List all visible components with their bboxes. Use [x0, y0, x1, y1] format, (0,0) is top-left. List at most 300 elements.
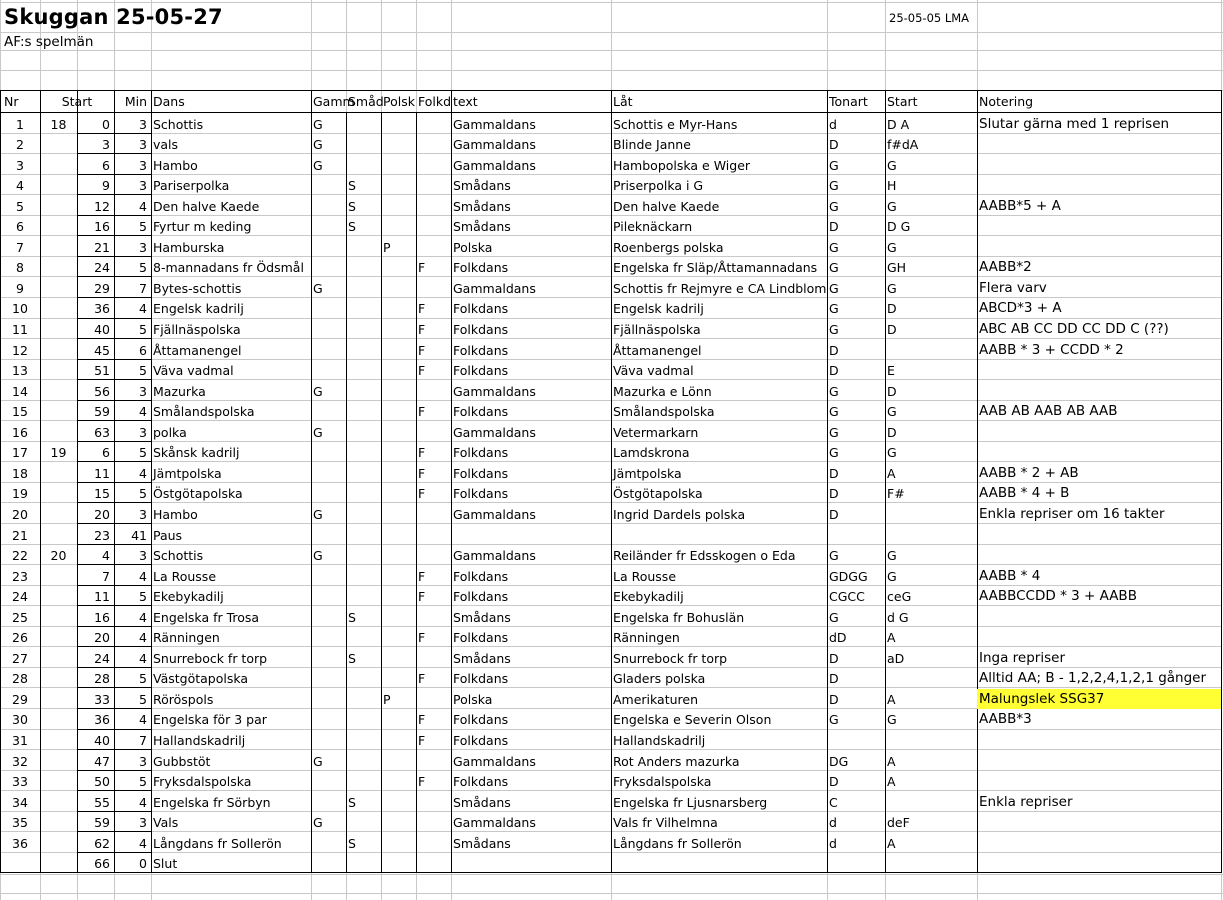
cell-min: 41: [131, 527, 147, 543]
cell-polsk: [381, 381, 416, 401]
cell-lat: Engelska fr Bohuslän: [613, 609, 745, 625]
cell-lat: Pileknäckarn: [613, 219, 693, 235]
cell-hour: [40, 134, 77, 154]
cell-minute: 12: [94, 198, 110, 214]
cell-hour: [40, 627, 77, 647]
cell-polsk: [381, 278, 416, 298]
cell-gamm: G: [313, 753, 323, 769]
cell-text: Folkdans: [453, 301, 509, 317]
cell-nr: 31: [12, 733, 28, 748]
cell-nr: 29: [12, 691, 28, 707]
cell-dans: Östgötapolska: [153, 486, 243, 502]
cell-smad: [346, 381, 381, 401]
cell-minute: 33: [94, 691, 110, 707]
cell-polsk: [381, 401, 416, 421]
cell-start: D: [887, 322, 897, 337]
cell-lat: La Rousse: [613, 568, 677, 584]
cell-tonart: d: [829, 835, 837, 851]
cell-nr: 9: [16, 280, 24, 296]
cell-text: Folkdans: [453, 630, 509, 646]
cell-minute: 55: [94, 794, 110, 810]
cell-polsk: [381, 730, 416, 750]
cell-folkd: [416, 504, 451, 524]
cell-minute: 15: [94, 486, 110, 502]
cell-hour: [40, 689, 77, 709]
cell-dans: Engelska för 3 par: [153, 712, 267, 728]
cell-nr: 36: [12, 835, 28, 851]
cell-lat: Schottis e Myr-Hans: [613, 116, 738, 132]
cell-nr: 30: [12, 712, 28, 728]
cell-polsk: [381, 853, 416, 873]
cell-folkd: [416, 134, 451, 154]
cell-start: [885, 668, 977, 688]
cell-tonart: G: [829, 445, 839, 461]
cell-folkd: F: [418, 465, 426, 481]
cell-gamm: [311, 586, 346, 606]
cell-nr: 34: [12, 794, 28, 810]
cell-polsk: P: [383, 691, 391, 707]
cell-dans: Långdans fr Sollerön: [153, 835, 282, 851]
header-nr: Nr: [4, 94, 19, 109]
cell-polsk: [381, 463, 416, 483]
cell-gamm: [311, 648, 346, 668]
cell-tonart: G: [829, 178, 839, 194]
cell-dans: Fryksdalspolska: [153, 774, 252, 790]
header-min: Min: [124, 94, 147, 109]
cell-text: Gammaldans: [453, 383, 536, 399]
cell-tonart: D: [829, 671, 839, 687]
cell-notering: [977, 771, 1221, 791]
cell-minute: 6: [102, 445, 110, 461]
cell-text: Gammaldans: [453, 424, 536, 440]
cell-nr: 20: [12, 506, 28, 522]
cell-minute: 50: [94, 774, 110, 790]
cell-smad: [346, 853, 381, 873]
cell-tonart: [827, 525, 885, 545]
cell-smad: [346, 771, 381, 791]
cell-min: 3: [139, 753, 147, 769]
cell-tonart: G: [829, 260, 839, 276]
cell-gamm: [311, 668, 346, 688]
cell-gamm: [311, 833, 346, 853]
cell-dans: polka: [153, 424, 187, 440]
cell-dans: Smålandspolska: [153, 404, 255, 420]
cell-min: 3: [139, 815, 147, 831]
header-lat: Låt: [613, 94, 633, 109]
cell-lat: Engelska fr Ljusnarsberg: [613, 794, 768, 810]
cell-hour: [40, 278, 77, 298]
cell-nr: 25: [12, 609, 28, 625]
cell-dans: Engelska fr Sörbyn: [153, 794, 271, 810]
cell-notering: Flera varv: [979, 279, 1047, 296]
cell-polsk: [381, 771, 416, 791]
cell-dans: Engelsk kadrilj: [153, 301, 244, 317]
cell-text: Folkdans: [453, 342, 509, 358]
cell-hour: [40, 401, 77, 421]
header-smad: Småd: [348, 94, 384, 109]
cell-folkd: F: [418, 301, 426, 317]
cell-minute: 20: [94, 630, 110, 646]
cell-lat: Schottis fr Rejmyre e CA Lindblom: [613, 280, 827, 296]
cell-gamm: [311, 319, 346, 339]
cell-smad: S: [348, 835, 356, 851]
cell-start: [885, 730, 977, 750]
cell-text: Folkdans: [453, 322, 509, 337]
cell-text: [451, 853, 611, 873]
cell-lat: Jämtpolska: [613, 465, 682, 481]
cell-smad: [346, 134, 381, 154]
cell-tonart: D: [829, 219, 839, 235]
cell-text: Smådans: [453, 219, 511, 235]
header-gamm: Gamm: [313, 94, 355, 109]
cell-start: G: [887, 404, 897, 420]
cell-text: Smådans: [453, 794, 511, 810]
cell-folkd: F: [418, 486, 426, 502]
cell-folkd: [416, 278, 451, 298]
cell-lat: Den halve Kaede: [613, 198, 720, 214]
cell-start: G: [887, 445, 897, 461]
cell-polsk: [381, 709, 416, 729]
cell-gamm: [311, 792, 346, 812]
cell-nr: 27: [12, 650, 28, 666]
cell-gamm: [311, 175, 346, 195]
cell-text: Gammaldans: [453, 280, 536, 296]
cell-min: 4: [139, 465, 147, 481]
cell-gamm: [311, 627, 346, 647]
cell-minute: 59: [94, 815, 110, 831]
cell-folkd: F: [418, 404, 426, 420]
cell-start: ceG: [887, 589, 912, 605]
cell-smad: [346, 709, 381, 729]
cell-text: Gammaldans: [453, 116, 536, 132]
cell-dans: Engelska fr Trosa: [153, 609, 260, 625]
cell-lat: Mazurka e Lönn: [613, 383, 712, 399]
cell-folkd: F: [418, 445, 426, 461]
header-polsk: Polsk: [383, 94, 415, 109]
cell-text: Folkdans: [453, 486, 509, 502]
cell-gamm: [311, 340, 346, 360]
cell-gamm: G: [313, 506, 323, 522]
cell-minute: 36: [94, 712, 110, 728]
cell-polsk: [381, 812, 416, 832]
cell-dans: Fjällnäspolska: [153, 322, 241, 337]
cell-minute: 29: [94, 280, 110, 296]
cell-lat: Engelska fr Släp/Åttamannadans: [613, 260, 818, 276]
cell-smad: [346, 730, 381, 750]
cell-folkd: [416, 155, 451, 175]
cell-smad: S: [348, 178, 356, 194]
cell-hour: [40, 525, 77, 545]
header-notering: Notering: [979, 94, 1034, 109]
cell-gamm: [311, 607, 346, 627]
cell-min: 3: [139, 548, 147, 564]
cell-folkd: F: [418, 712, 426, 728]
cell-start: GH: [887, 260, 907, 276]
cell-start: deF: [887, 815, 910, 831]
cell-minute: 16: [94, 609, 110, 625]
cell-min: 3: [139, 239, 147, 255]
cell-polsk: [381, 196, 416, 216]
cell-notering: ABCD*3 + A: [979, 300, 1062, 317]
cell-folkd: [416, 648, 451, 668]
cell-polsk: [381, 525, 416, 545]
cell-smad: S: [348, 794, 356, 810]
cell-folkd: [416, 689, 451, 709]
cell-folkd: F: [418, 342, 426, 358]
cell-notering: AABB * 2 + AB: [979, 464, 1079, 481]
cell-polsk: [381, 360, 416, 380]
cell-notering: [977, 627, 1221, 647]
cell-minute: 6: [102, 157, 110, 173]
cell-minute: 24: [94, 260, 110, 276]
cell-dans: Skånsk kadrilj: [153, 445, 240, 461]
cell-min: 4: [139, 794, 147, 810]
cell-nr: 14: [12, 383, 28, 399]
cell-lat: Åttamanengel: [613, 342, 702, 358]
cell-smad: S: [348, 198, 356, 214]
cell-start: G: [887, 239, 897, 255]
cell-smad: S: [348, 650, 356, 666]
cell-tonart: C: [829, 794, 838, 810]
cell-min: 3: [139, 424, 147, 440]
cell-hour: [40, 812, 77, 832]
cell-start: G: [887, 548, 897, 564]
cell-hour: [40, 298, 77, 318]
cell-minute: 21: [94, 239, 110, 255]
cell-min: 4: [139, 301, 147, 317]
cell-tonart: G: [829, 239, 839, 255]
cell-text: Folkdans: [453, 260, 509, 276]
cell-dans: La Rousse: [153, 568, 217, 584]
cell-gamm: [311, 216, 346, 236]
cell-polsk: [381, 627, 416, 647]
cell-polsk: [381, 792, 416, 812]
cell-polsk: [381, 648, 416, 668]
cell-hour: 20: [50, 548, 67, 564]
cell-start: [885, 792, 977, 812]
cell-min: 4: [139, 650, 147, 666]
cell-notering: Slutar gärna med 1 reprisen: [979, 115, 1170, 132]
cell-minute: 3: [102, 137, 110, 153]
cell-polsk: [381, 155, 416, 175]
cell-dans: Hambo: [153, 157, 198, 173]
cell-nr: 3: [16, 157, 24, 173]
cell-text: Smådans: [453, 198, 511, 214]
cell-dans: Väva vadmal: [153, 363, 234, 379]
cell-polsk: [381, 134, 416, 154]
cell-gamm: [311, 853, 346, 873]
cell-min: 3: [139, 178, 147, 194]
cell-tonart: [827, 730, 885, 750]
cell-smad: [346, 566, 381, 586]
cell-tonart: G: [829, 383, 839, 399]
cell-tonart: d: [829, 815, 837, 831]
cell-notering: [977, 134, 1221, 154]
cell-polsk: [381, 751, 416, 771]
cell-start: G: [887, 280, 897, 296]
cell-smad: [346, 401, 381, 421]
cell-polsk: [381, 607, 416, 627]
cell-hour: [40, 463, 77, 483]
cell-smad: [346, 442, 381, 462]
cell-folkd: [416, 792, 451, 812]
cell-gamm: [311, 525, 346, 545]
cell-tonart: dD: [829, 630, 847, 646]
cell-start: D G: [887, 219, 911, 235]
cell-min: 5: [139, 589, 147, 605]
cell-dans: Bytes-schottis: [153, 280, 242, 296]
cell-gamm: G: [313, 424, 323, 440]
cell-hour: [40, 155, 77, 175]
cell-smad: [346, 751, 381, 771]
cell-minute: 36: [94, 301, 110, 317]
cell-hour: [40, 340, 77, 360]
cell-lat: Amerikaturen: [613, 691, 699, 707]
cell-minute: 56: [94, 383, 110, 399]
cell-folkd: [416, 833, 451, 853]
cell-minute: 9: [102, 178, 110, 194]
cell-text: Folkdans: [453, 671, 509, 687]
cell-gamm: G: [313, 548, 323, 564]
cell-smad: [346, 319, 381, 339]
cell-notering: AABB*2: [979, 259, 1032, 276]
cell-folkd: [416, 196, 451, 216]
cell-hour: [40, 751, 77, 771]
cell-min: 5: [139, 671, 147, 687]
cell-nr: 12: [12, 342, 28, 358]
cell-lat: Snurrebock fr torp: [613, 650, 728, 666]
cell-gamm: [311, 237, 346, 257]
cell-tonart: G: [829, 301, 839, 317]
cell-nr: 16: [12, 424, 28, 440]
cell-nr: 28: [12, 671, 28, 687]
cell-nr: 24: [12, 589, 28, 605]
cell-dans: Vals: [153, 815, 179, 831]
cell-text: Folkdans: [453, 589, 509, 605]
cell-start: [885, 340, 977, 360]
cell-text: Folkdans: [453, 404, 509, 420]
cell-folkd: [416, 237, 451, 257]
cell-hour: [40, 196, 77, 216]
cell-smad: [346, 422, 381, 442]
cell-start: [885, 853, 977, 873]
cell-minute: 51: [94, 363, 110, 379]
cell-hour: [40, 709, 77, 729]
cell-gamm: [311, 401, 346, 421]
cell-nr: 18: [12, 465, 28, 481]
cell-lat: Vetermarkarn: [613, 424, 699, 440]
cell-hour: 18: [50, 116, 67, 132]
cell-tonart: D: [829, 774, 839, 790]
cell-notering: Enkla repriser om 16 takter: [979, 505, 1165, 522]
cell-lat: Reiländer fr Edsskogen o Eda: [613, 548, 796, 564]
cell-polsk: [381, 483, 416, 503]
cell-notering: [977, 607, 1221, 627]
cell-smad: [346, 525, 381, 545]
cell-text: Gammaldans: [453, 548, 536, 564]
cell-lat: Gladers polska: [613, 671, 706, 687]
cell-dans: Gubbstöt: [153, 753, 211, 769]
cell-polsk: P: [383, 239, 391, 255]
cell-folkd: [416, 216, 451, 236]
cell-gamm: [311, 360, 346, 380]
cell-nr: 2: [16, 137, 24, 153]
cell-min: 4: [139, 630, 147, 646]
cell-min: 0: [139, 856, 147, 872]
cell-min: 6: [139, 342, 147, 358]
cell-dans: Fyrtur m keding: [153, 219, 252, 235]
cell-gamm: G: [313, 280, 323, 296]
cell-notering: Malungslek SSG37: [977, 689, 1221, 709]
cell-gamm: [311, 442, 346, 462]
cell-gamm: [311, 566, 346, 586]
cell-folkd: [416, 812, 451, 832]
cell-folkd: [416, 853, 451, 873]
cell-smad: [346, 463, 381, 483]
cell-minute: 66: [94, 856, 110, 872]
cell-tonart: G: [829, 404, 839, 420]
cell-lat: Rot Anders mazurka: [613, 753, 740, 769]
cell-tonart: D: [829, 506, 839, 522]
cell-text: Folkdans: [453, 363, 509, 379]
cell-minute: 62: [94, 835, 110, 851]
cell-notering: AABB*5 + A: [979, 197, 1061, 214]
cell-start: A: [887, 774, 896, 790]
cell-text: Smådans: [453, 609, 511, 625]
cell-notering: [977, 155, 1221, 175]
cell-smad: [346, 483, 381, 503]
cell-start: F#: [887, 486, 905, 502]
cell-dans: Västgötapolska: [153, 671, 249, 687]
cell-lat: Fjällnäspolska: [613, 322, 701, 337]
cell-dans: vals: [153, 137, 179, 153]
cell-gamm: [311, 771, 346, 791]
cell-lat: Fryksdalspolska: [613, 774, 712, 790]
cell-lat: Hambopolska e Wiger: [613, 157, 751, 173]
cell-nr: [0, 853, 40, 873]
cell-start: A: [887, 691, 896, 707]
cell-nr: 8: [16, 260, 24, 276]
cell-min: 5: [139, 322, 147, 337]
cell-smad: [346, 586, 381, 606]
header-folkd: Folkd: [418, 94, 452, 109]
cell-nr: 15: [12, 404, 28, 420]
cell-hour: [40, 853, 77, 873]
cell-tonart: G: [829, 280, 839, 296]
cell-nr: 10: [12, 301, 28, 317]
cell-minute: 63: [94, 424, 110, 440]
cell-smad: [346, 257, 381, 277]
cell-notering: [977, 751, 1221, 771]
cell-polsk: [381, 442, 416, 462]
cell-hour: [40, 504, 77, 524]
cell-lat: Väva vadmal: [613, 363, 694, 379]
cell-smad: [346, 545, 381, 565]
cell-text: Polska: [453, 239, 493, 255]
cell-hour: [40, 216, 77, 236]
cell-lat: Östgötapolska: [613, 486, 703, 502]
cell-polsk: [381, 668, 416, 688]
cell-start: E: [887, 363, 895, 379]
cell-polsk: [381, 216, 416, 236]
cell-lat: Blinde Janne: [613, 137, 691, 153]
header-tonart: Tonart: [829, 94, 868, 109]
cell-polsk: [381, 422, 416, 442]
cell-nr: 19: [12, 486, 28, 502]
cell-hour: [40, 237, 77, 257]
cell-dans: Snurrebock fr torp: [153, 650, 268, 666]
cell-smad: [346, 668, 381, 688]
